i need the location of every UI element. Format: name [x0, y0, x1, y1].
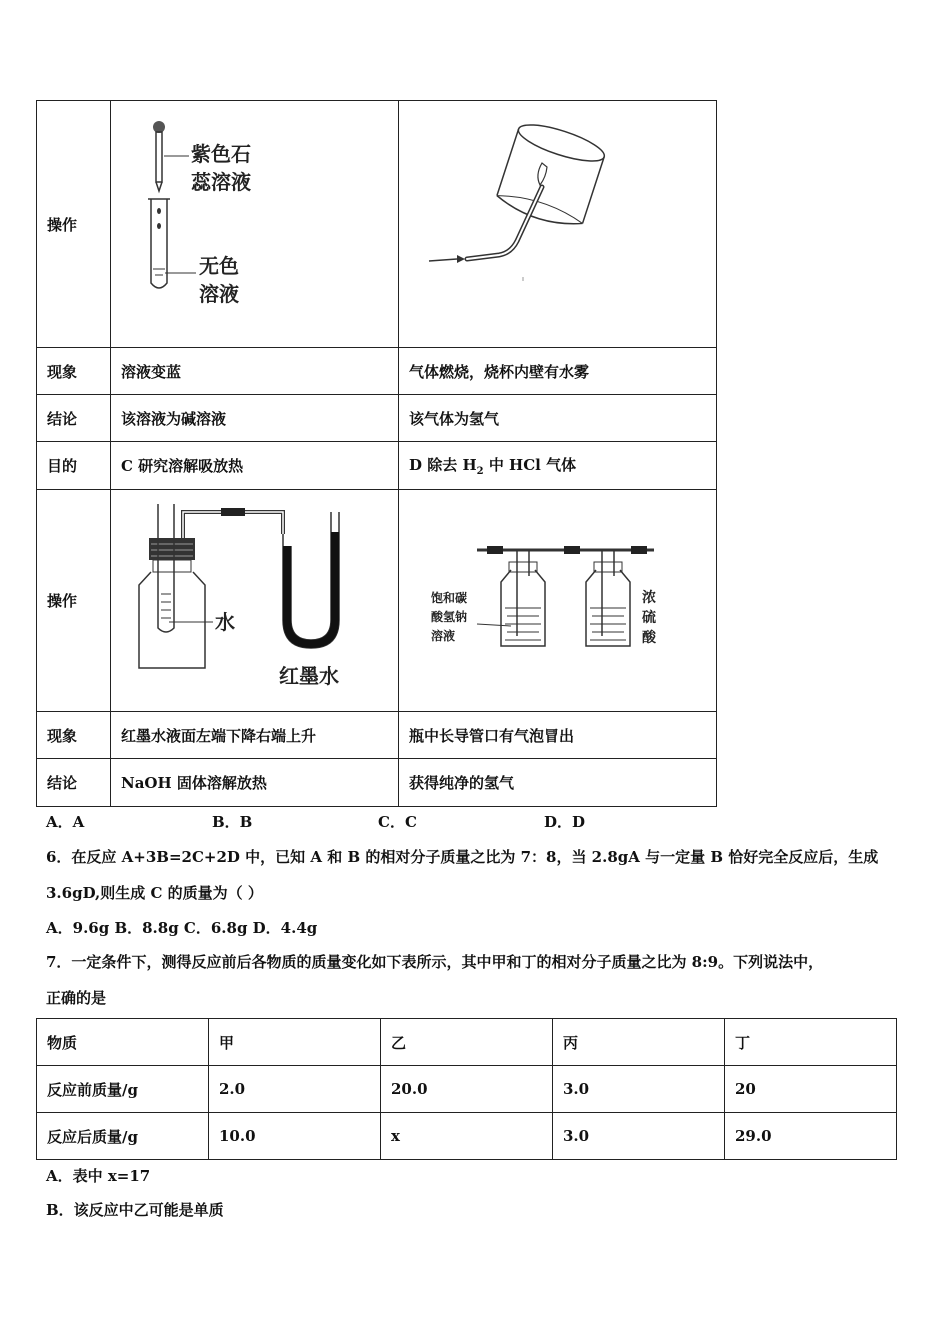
- acid-label-line3: 酸: [642, 630, 656, 646]
- cell-left: 溶液变蓝: [111, 348, 399, 395]
- q5-option-c[interactable]: C．C: [378, 813, 417, 831]
- flask: [139, 572, 205, 668]
- dropper-bulb: [153, 121, 165, 133]
- litmus-test-figure: [111, 101, 398, 347]
- litmus-label-line2: 蕊溶液: [191, 170, 251, 194]
- row-label: 现象: [37, 712, 111, 759]
- rubber-stopper: [149, 538, 195, 560]
- gas-flow-arrow: [429, 259, 457, 261]
- cell-right: 瓶中长导管口有气泡冒出: [399, 712, 717, 759]
- colorless-label-line1: 无色: [199, 254, 239, 278]
- table-cell: 20.0: [381, 1066, 553, 1113]
- q6-stem-line2: 3.6gD,则生成 C 的质量为（ ）: [46, 884, 263, 902]
- table-row: [37, 348, 717, 395]
- bicarb-label-line1: 饱和碳: [431, 591, 468, 605]
- combustion-figure-cell: [399, 101, 717, 348]
- cell-left: NaOH 固体溶解放热: [111, 759, 399, 807]
- table-row: [37, 712, 717, 759]
- q5-option-b[interactable]: B．B: [212, 813, 253, 831]
- table-cell: 29.0: [725, 1113, 897, 1160]
- q5-options: [46, 811, 710, 832]
- red-ink-label: 红墨水: [279, 664, 339, 688]
- table-row: [37, 101, 717, 348]
- table-cell: 3.0: [553, 1066, 725, 1113]
- table-cell: x: [381, 1113, 553, 1160]
- dropper-tube: [156, 132, 162, 182]
- row-label: 现象: [37, 348, 111, 395]
- row-label: 结论: [37, 395, 111, 442]
- table-row: [37, 490, 717, 712]
- row-label: 目的: [37, 442, 111, 490]
- table-row: [37, 395, 717, 442]
- gas-combustion-figure: [399, 101, 716, 347]
- table-row: [37, 759, 717, 807]
- table-cell: 10.0: [209, 1113, 381, 1160]
- header-cell: 物质: [37, 1019, 209, 1066]
- q7-stem-line2: 正确的是: [46, 989, 107, 1007]
- text-pre: D 除去 H: [409, 456, 477, 474]
- row-label: 操作: [37, 490, 111, 712]
- q7-option-a[interactable]: A．表中 x=17: [46, 1167, 151, 1185]
- cell-left: C 研究溶解吸放热: [111, 442, 399, 490]
- table-row: [37, 1066, 897, 1113]
- bicarb-label-line2: 酸氢钠: [431, 610, 468, 624]
- acid-label-line1: 浓: [642, 590, 656, 606]
- colorless-label-line2: 溶液: [199, 282, 239, 306]
- inverted-beaker: [494, 118, 608, 232]
- q6-stem-line1: 6．在反应 A+3B=2C+2D 中，已知 A 和 B 的相对分子质量之比为 7：8，当 2.8gA 与一定量 B 恰好完全反应后，生成: [46, 848, 879, 866]
- header-cell: 甲: [209, 1019, 381, 1066]
- acid-label-line2: 硫: [642, 610, 656, 626]
- cell-right: 该气体为氢气: [399, 395, 717, 442]
- water-label: 水: [215, 610, 235, 634]
- cell-right: 气体燃烧，烧杯内壁有水雾: [399, 348, 717, 395]
- delivery-tube: [467, 187, 542, 259]
- table-row: [37, 1113, 897, 1160]
- q6-options[interactable]: A．9.6g B．8.8g C．6.8g D．4.4g: [46, 919, 318, 937]
- text-post: 中 HCl 气体: [483, 456, 577, 474]
- table-row: [37, 442, 717, 490]
- table-cell: 反应前质量/g: [37, 1066, 209, 1113]
- flame: [538, 163, 547, 185]
- experiment-table: [36, 100, 717, 807]
- q5-option-d[interactable]: D．D: [544, 813, 586, 831]
- table-cell: 反应后质量/g: [37, 1113, 209, 1160]
- header-cell: 丁: [725, 1019, 897, 1066]
- table-cell: 20: [725, 1066, 897, 1113]
- row-label: 结论: [37, 759, 111, 807]
- q5-option-a[interactable]: A．A: [46, 813, 85, 831]
- dissolution-figure-cell: [111, 490, 399, 712]
- table-header-row: [37, 1019, 897, 1066]
- cell-right: [399, 442, 717, 490]
- mass-change-table: [36, 1018, 897, 1160]
- gas-washing-figure: [399, 490, 716, 711]
- gas-washing-figure-cell: [399, 490, 717, 712]
- inner-test-tube: [158, 504, 174, 632]
- subscript: 2: [476, 466, 484, 477]
- cell-left: 该溶液为碱溶液: [111, 395, 399, 442]
- table-cell: 3.0: [553, 1113, 725, 1160]
- header-cell: 丙: [553, 1019, 725, 1066]
- q7-stem-line1: 7．一定条件下，测得反应前后各物质的质量变化如下表所示，其中甲和丁的相对分子质量之比为 8:9。下列说法中，: [46, 953, 824, 971]
- cell-left: 红墨水液面左端下降右端上升: [111, 712, 399, 759]
- dissolution-figure: [111, 490, 398, 711]
- litmus-label-line1: 紫色石: [191, 142, 251, 166]
- bicarb-label-line3: 溶液: [431, 629, 456, 643]
- row-label: 操作: [37, 101, 111, 348]
- cell-right: 获得纯净的氢气: [399, 759, 717, 807]
- litmus-figure-cell: [111, 101, 399, 348]
- q7-option-b[interactable]: B．该反应中乙可能是单质: [46, 1201, 224, 1219]
- header-cell: 乙: [381, 1019, 553, 1066]
- table-cell: 2.0: [209, 1066, 381, 1113]
